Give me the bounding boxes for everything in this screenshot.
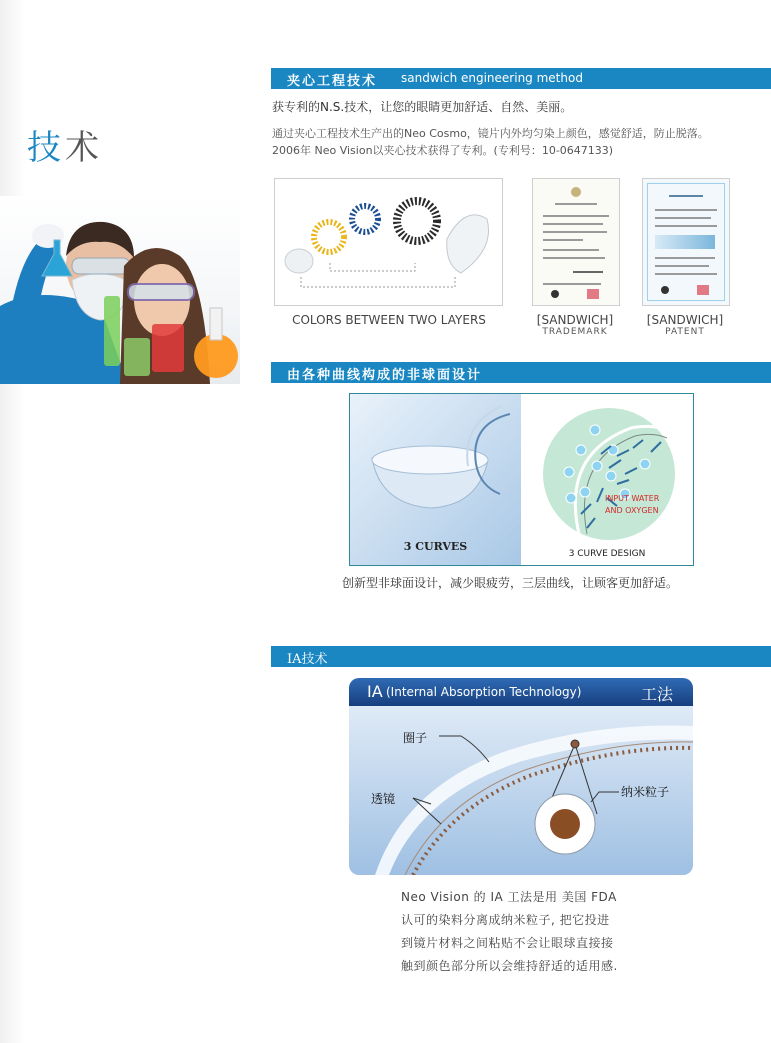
curve-design-diagram bbox=[521, 394, 693, 565]
patent-certificate bbox=[642, 178, 730, 306]
patent-sub: PATENT bbox=[665, 327, 705, 337]
section-heading-en: sandwich engineering method bbox=[401, 71, 583, 85]
colors-layers-figure bbox=[274, 178, 503, 306]
ia-banner-method: 工法 bbox=[641, 685, 674, 704]
ia-banner-full: (Internal Absorption Technology) bbox=[386, 685, 582, 699]
certificate-logo bbox=[551, 290, 559, 298]
three-curve-design-caption: 3 CURVE DESIGN bbox=[568, 549, 646, 559]
aspheric-description: 创新型非球面设计，减少眼疲劳，三层曲线，让顾客更加舒适。 bbox=[342, 576, 679, 590]
certificate-logo bbox=[661, 286, 669, 294]
input-water-annotation-line1: INPUT WATER bbox=[605, 494, 660, 503]
ia-description-line1: Neo Vision 的 IA 工法是用 美国 FDA bbox=[401, 890, 617, 904]
section1-body-line1: 通过夹心工程技术生产出的Neo Cosmo，镜片内外均匀染上颜色，感觉舒适，防止脱落。 bbox=[272, 127, 709, 140]
yellow-layer-ring bbox=[314, 222, 344, 252]
page-title bbox=[27, 120, 103, 169]
label-nanoparticle: 纳米粒子 bbox=[621, 785, 670, 799]
section-heading-cn: IA技术 bbox=[287, 652, 328, 667]
left-edge-shade bbox=[0, 0, 26, 1043]
colors-layers-caption: COLORS BETWEEN TWO LAYERS bbox=[292, 313, 486, 327]
section1-lead: 获专利的N.S.技术，让您的眼睛更加舒适、自然、美丽。 bbox=[272, 100, 573, 114]
ia-banner-abbr: IA bbox=[367, 682, 383, 701]
section-heading-cn: 夹心工程技术 bbox=[287, 74, 378, 89]
label-ring: 圈子 bbox=[403, 731, 428, 745]
ia-diagram bbox=[349, 678, 693, 875]
certificate-seal bbox=[697, 285, 709, 295]
lab-scene-illustration bbox=[0, 196, 240, 384]
ia-description bbox=[401, 886, 618, 978]
ia-description-line2: 认可的染料分离成纳米粒子, 把它投进 bbox=[401, 913, 610, 927]
curves-figure bbox=[349, 393, 694, 566]
page-title-part2: 术 bbox=[65, 128, 103, 168]
page-title-part1: 技 bbox=[27, 128, 65, 168]
section1-body-line2: 2006年 Neo Vision以夹心技术获得了专利。(专利号：10-0647133) bbox=[272, 144, 614, 157]
certificate-emblem bbox=[571, 187, 581, 197]
three-curves-caption: 3 CURVES bbox=[403, 540, 468, 553]
lab-scientists-photo bbox=[0, 196, 240, 384]
certificate-seal bbox=[587, 289, 599, 299]
trademark-sub: TRADEMARK bbox=[542, 327, 608, 337]
blue-layer-ring bbox=[352, 206, 378, 232]
section-header-ia bbox=[271, 646, 771, 667]
trademark-label: [SANDWICH] bbox=[536, 313, 614, 327]
lens-layers-illustration bbox=[275, 179, 502, 305]
ia-description-line3: 到镜片材料之间粘贴不会让眼球直接接 bbox=[401, 936, 614, 950]
section-heading-cn: 由各种曲线构成的非球面设计 bbox=[287, 368, 483, 383]
section-header-aspheric bbox=[271, 362, 771, 383]
three-curve-design-panel bbox=[521, 394, 693, 565]
certificate-band bbox=[655, 235, 715, 249]
patent-label: [SANDWICH] bbox=[646, 313, 724, 327]
ia-description-line4: 触到颜色部分所以会维持舒适的适用感. bbox=[401, 959, 618, 973]
trademark-certificate bbox=[532, 178, 620, 306]
input-water-annotation-line2: AND OXYGEN bbox=[605, 506, 659, 515]
ia-banner bbox=[349, 678, 693, 706]
black-layer-ring bbox=[397, 201, 437, 241]
three-curves-panel bbox=[350, 394, 521, 565]
label-lens: 透镜 bbox=[371, 792, 396, 806]
section-header-sandwich bbox=[271, 68, 771, 89]
